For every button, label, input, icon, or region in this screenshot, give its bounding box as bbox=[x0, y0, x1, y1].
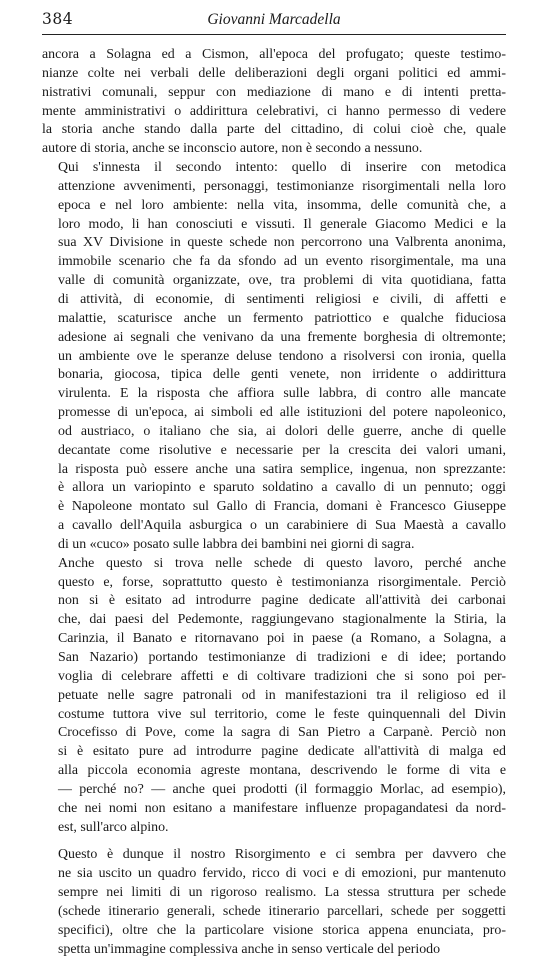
text-line: che, dai paesi del Pedemonte, raggiungevano stagionalmente la Stiria, la bbox=[58, 612, 506, 628]
text-line: (schede itinerario generali, schede itinerario parcellari, schede per soggetti bbox=[58, 903, 506, 919]
text-line: Qui s'innesta il secondo intento: quello di inserire con metodica bbox=[58, 160, 506, 176]
paragraph-4 bbox=[42, 846, 506, 959]
text-line: decantate come risolutive e necessarie per la crescita dei valori umani, bbox=[58, 442, 506, 458]
text-line: nianze colte nei verbali delle deliberazioni degli organi politici ed ammi- bbox=[42, 65, 506, 81]
text-line: loro modo, li han conosciuti e vissuti. Il generale Giacomo Medici e la bbox=[58, 216, 506, 232]
text-line: che nei nomi non esitano a manifestare influenze propagandatesi da nord- bbox=[58, 800, 506, 816]
text-line: Questo è dunque il nostro Risorgimento e ci sembra per davvero che bbox=[58, 847, 506, 863]
text-line: est, sull'arco alpino. bbox=[58, 819, 169, 835]
running-head-title: Giovanni Marcadella bbox=[207, 11, 341, 28]
text-line: costume tuttora vive sul territorio, come le feste quinquennali del Divin bbox=[58, 706, 506, 722]
text-line: alla piccola economia agreste montana, descrivendo le forme di vita e bbox=[58, 763, 506, 779]
text-line: Carinzia, il Banato e ritornavano poi in paese (a Romano, a Solagna, a bbox=[58, 631, 506, 647]
text-line: promesse di un'epoca, ai simboli ed alle istituzioni del potere napoleonico, bbox=[58, 405, 506, 421]
body-text bbox=[42, 46, 506, 960]
text-line: specifici), oltre che la particolare visione storica appena enunciata, pro- bbox=[58, 922, 506, 938]
text-line: ne sia uscito un quadro fervido, ricco di voci e di emozioni, pur mantenuto bbox=[58, 866, 506, 882]
text-line: un ambiente ove le speranze deluse tendono a risolversi con ironia, quella bbox=[58, 348, 506, 364]
paragraph-3 bbox=[42, 555, 506, 838]
text-line: epoca e nel loro ambiente: nella vita, insomma, delle comunità che, a bbox=[58, 197, 506, 213]
text-line: spetta un'immagine complessiva anche in senso verticale del periodo bbox=[58, 941, 441, 957]
text-line: nistrativi comunali, seppur con mediazione di mano e di intenti pretta- bbox=[42, 84, 506, 100]
text-line: di un «cuco» posato sulle labbra dei bambini nei giorni di sagra. bbox=[58, 536, 415, 552]
text-line: mente amministrativi o addirittura celebrativi, ci hanno permesso di vedere bbox=[42, 103, 506, 119]
text-line: virulenta. E la risposta che affiora sulle labbra, di contro alle mancate bbox=[58, 386, 506, 402]
text-line: Crocefisso di Pove, come la sagra di San Pietro a Carpanè. Perciò non bbox=[58, 725, 506, 741]
text-line: non si è esitato ad introdurre pagine dedicate all'attività dei carbonai bbox=[58, 593, 506, 609]
text-line: è Napoleone montato sul Gallo di Francia, domani è Francesco Giuseppe bbox=[58, 499, 506, 515]
text-line: si è esitato pure ad introdurre pagine dedicate all'attività di malga ed bbox=[58, 744, 506, 760]
text-line: di attività, di economie, di sentimenti religiosi e civili, di affetti e bbox=[58, 291, 506, 307]
text-line: la storia anche stando dalla parte del cittadino, di colui cioè che, quale bbox=[42, 122, 506, 138]
page-number: 384 bbox=[42, 10, 74, 28]
text-line: questo e, forse, soprattutto questo è testimonianza risorgimentale. Perciò bbox=[58, 574, 506, 590]
text-line: a cavallo dell'Aquila asburgica o un carabiniere di Sua Maestà a cavallo bbox=[58, 518, 506, 534]
paragraph-2 bbox=[42, 159, 506, 555]
text-line: autore di storia, anche se inconscio autore, non è secondo a nessuno. bbox=[42, 141, 423, 157]
text-line: immobile scenario che fa da sfondo ad un evento risorgimentale, ma una bbox=[58, 254, 506, 270]
text-line: voglia di celebrare affetti e di coltivare tradizioni che si sono poi per- bbox=[58, 668, 506, 684]
running-head bbox=[42, 8, 506, 35]
text-line: Anche questo si trova nelle schede di questo lavoro, perché anche bbox=[58, 555, 506, 571]
text-line: la risposta può essere anche una satira semplice, ingenua, non sprezzante: bbox=[58, 461, 506, 477]
text-line: San Nazario) portando testimonianze di tradizioni e di idee; portando bbox=[58, 650, 506, 665]
text-line: attenzione avvenimenti, personaggi, testimonianze risorgimentali nella loro bbox=[58, 178, 506, 194]
text-line: — perché no? — anche quei prodotti (il formaggio Morlac, ad esempio), bbox=[58, 781, 506, 797]
text-line: od austriaco, o italiano che sia, ai dolori delle guerre, anche di quelle bbox=[58, 423, 506, 439]
text-line: adesione ai segnali che venivano da una fremente borghesia di oltremonte; bbox=[58, 329, 506, 345]
text-line: petuate nelle sagre patronali od in manifestazioni tra il religioso ed il bbox=[58, 687, 506, 703]
text-line: sua XV Divisione in queste schede non percorrono una Valbrenta anonima, bbox=[58, 235, 506, 251]
text-line: sempre nei limiti di un rigoroso realismo. La stessa struttura per schede bbox=[58, 885, 506, 901]
text-line: ancora a Solagna ed a Cismon, all'epoca del profugato; queste testimo- bbox=[42, 47, 506, 62]
paragraph-1 bbox=[42, 46, 506, 159]
text-line: bonaria, giocosa, tipica delle genti venete, non irridente o addirittura bbox=[58, 367, 506, 383]
text-line: malattie, scaturisce anche un fermento patriottico e qualche fiduciosa bbox=[58, 310, 506, 326]
text-line: valle di comunità organizzate, ove, tra problemi di vita quotidiana, fatta bbox=[58, 273, 506, 289]
text-line: è allora un variopinto e sparuto soldatino a cavallo di un pennuto; oggi bbox=[58, 480, 506, 496]
